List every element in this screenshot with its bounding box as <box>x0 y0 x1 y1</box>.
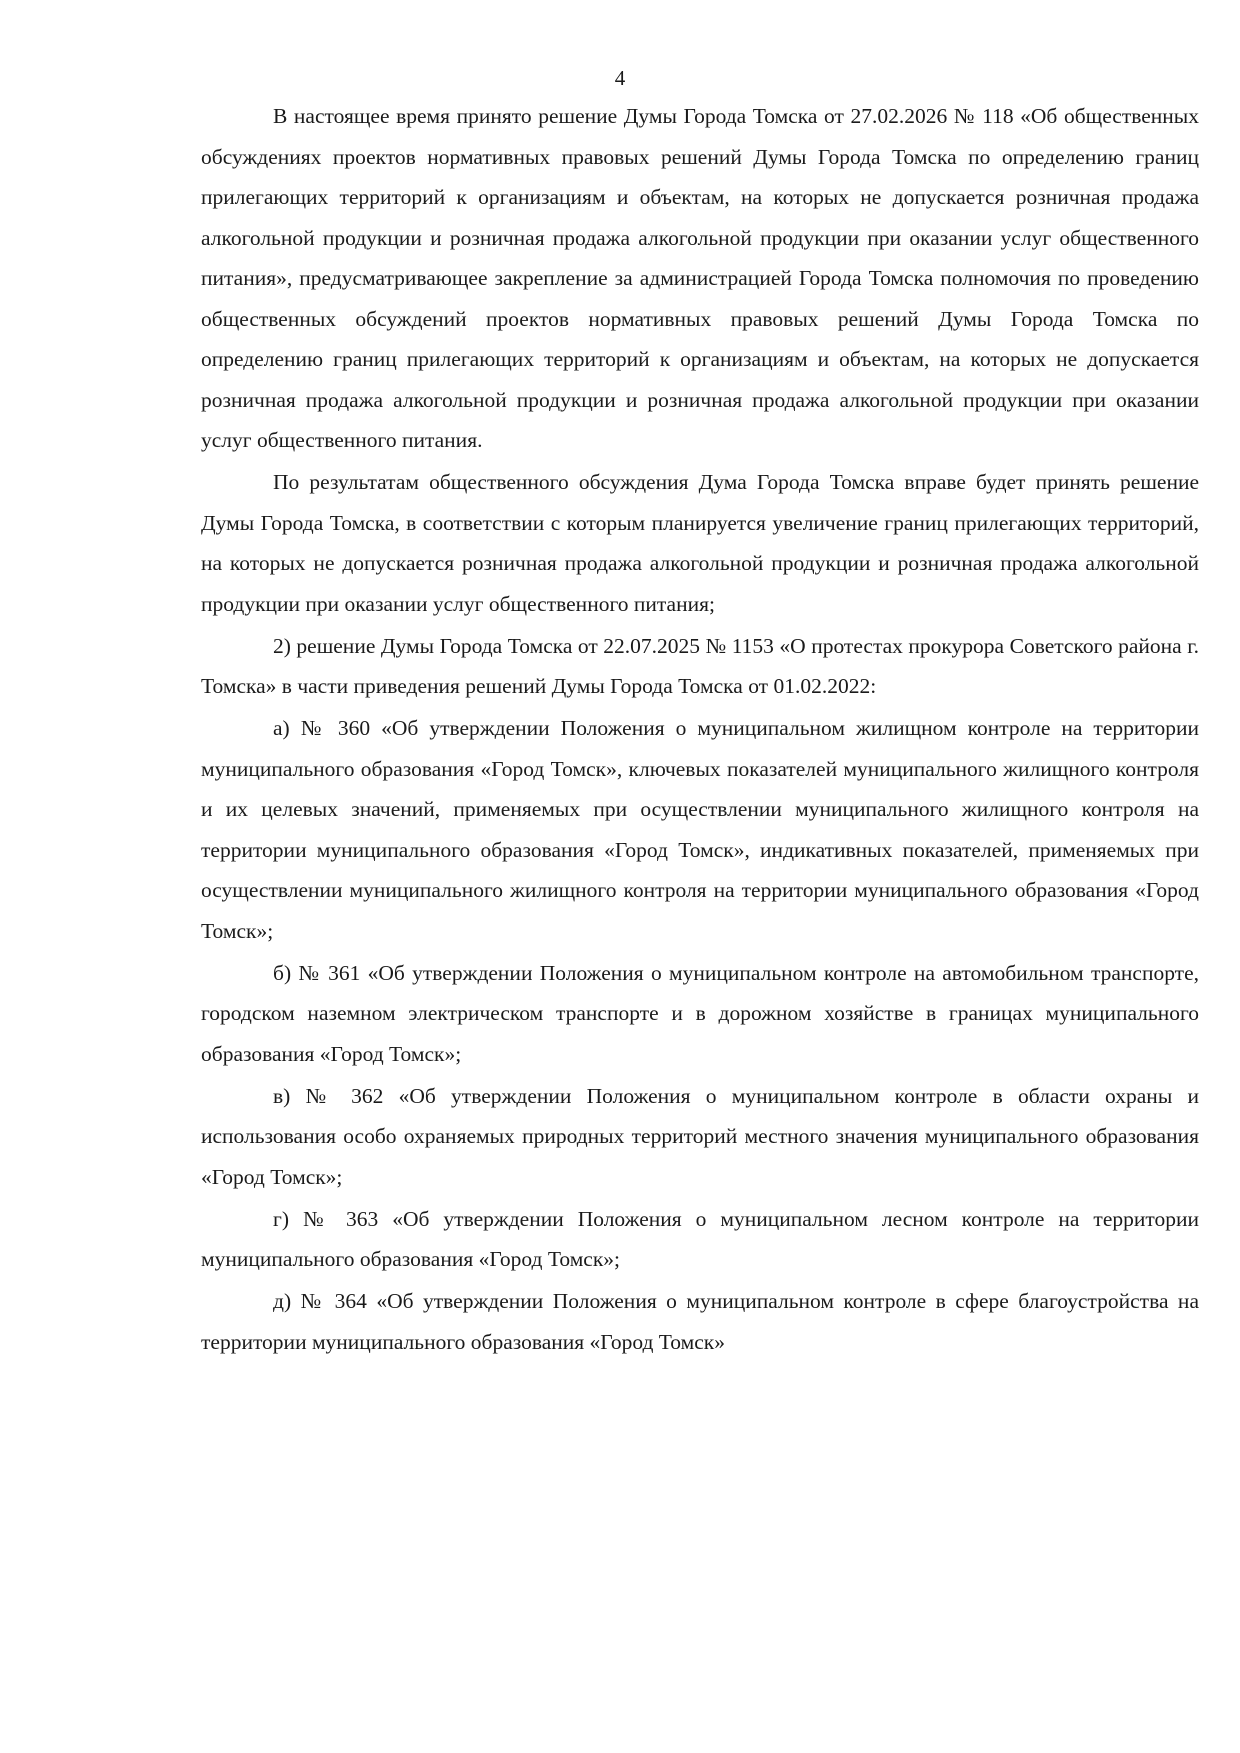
list-item-362: в) № 362 «Об утверждении Положения о муниципальном контроле в области охраны и использования особо охраняемых природных территорий местного значения муниципального образования «Город Томск»; <box>201 1083 1199 1189</box>
paragraph-decision-1153: 2) решение Думы Города Томска от 22.07.2025 № 1153 «О протестах прокурора Советского района г. Томска» в части приведения решений Думы Города Томска от 01.02.2022: <box>201 633 1199 698</box>
document-body <box>201 96 1199 1362</box>
page-number: 4 <box>614 66 626 90</box>
paragraph-public-discussion-results: По результатам общественного обсуждения Дума Города Томска вправе будет принять решение Думы Города Томска, в соответствии с которым планируется увеличение границ прилегающих территорий, на которых не допускается розничная продажа алкогольной продукции и розничная продажа алкогольной продукции при оказании услуг общественного питания; <box>201 470 1199 616</box>
list-item-360: а) № 360 «Об утверждении Положения о муниципальном жилищном контроле на территории муниципального образования «Город Томск», ключевых показателей муниципального жилищного контроля и их целевых значений, применяемых при осуществлении муниципального жилищного контроля на территории муниципального образования «Город Томск», индикативных показателей, применяемых при осуществлении муниципального жилищного контроля на территории муниципального образования «Город Томск»; <box>201 716 1199 943</box>
list-item-364: д) № 364 «Об утверждении Положения о муниципальном контроле в сфере благоустройства на территории муниципального образования «Город Томск» <box>201 1289 1199 1354</box>
paragraph-duma-decision-118: В настоящее время принято решение Думы Города Томска от 27.02.2026 № 118 «Об общественных обсуждениях проектов нормативных правовых решений Думы Города Томска по определению границ прилегающих территорий к организациям и объектам, на которых не допускается розничная продажа алкогольной продукции и розничная продажа алкогольной продукции при оказании услуг общественного питания», предусматривающее закрепление за администрацией Города Томска полномочия по проведению общественных обсуждений проектов нормативных правовых решений Думы Города Томска по определению границ прилегающих территорий к организациям и объектам, на которых не допускается розничная продажа алкогольной продукции и розничная продажа алкогольной продукции при оказании услуг общественного питания. <box>201 104 1199 452</box>
list-item-363: г) № 363 «Об утверждении Положения о муниципальном лесном контроле на территории муниципального образования «Город Томск»; <box>201 1206 1199 1271</box>
list-item-361: б) № 361 «Об утверждении Положения о муниципальном контроле на автомобильном транспорте, городском наземном электрическом транспорте и в дорожном хозяйстве в границах муниципального образования «Город Томск»; <box>201 960 1199 1066</box>
